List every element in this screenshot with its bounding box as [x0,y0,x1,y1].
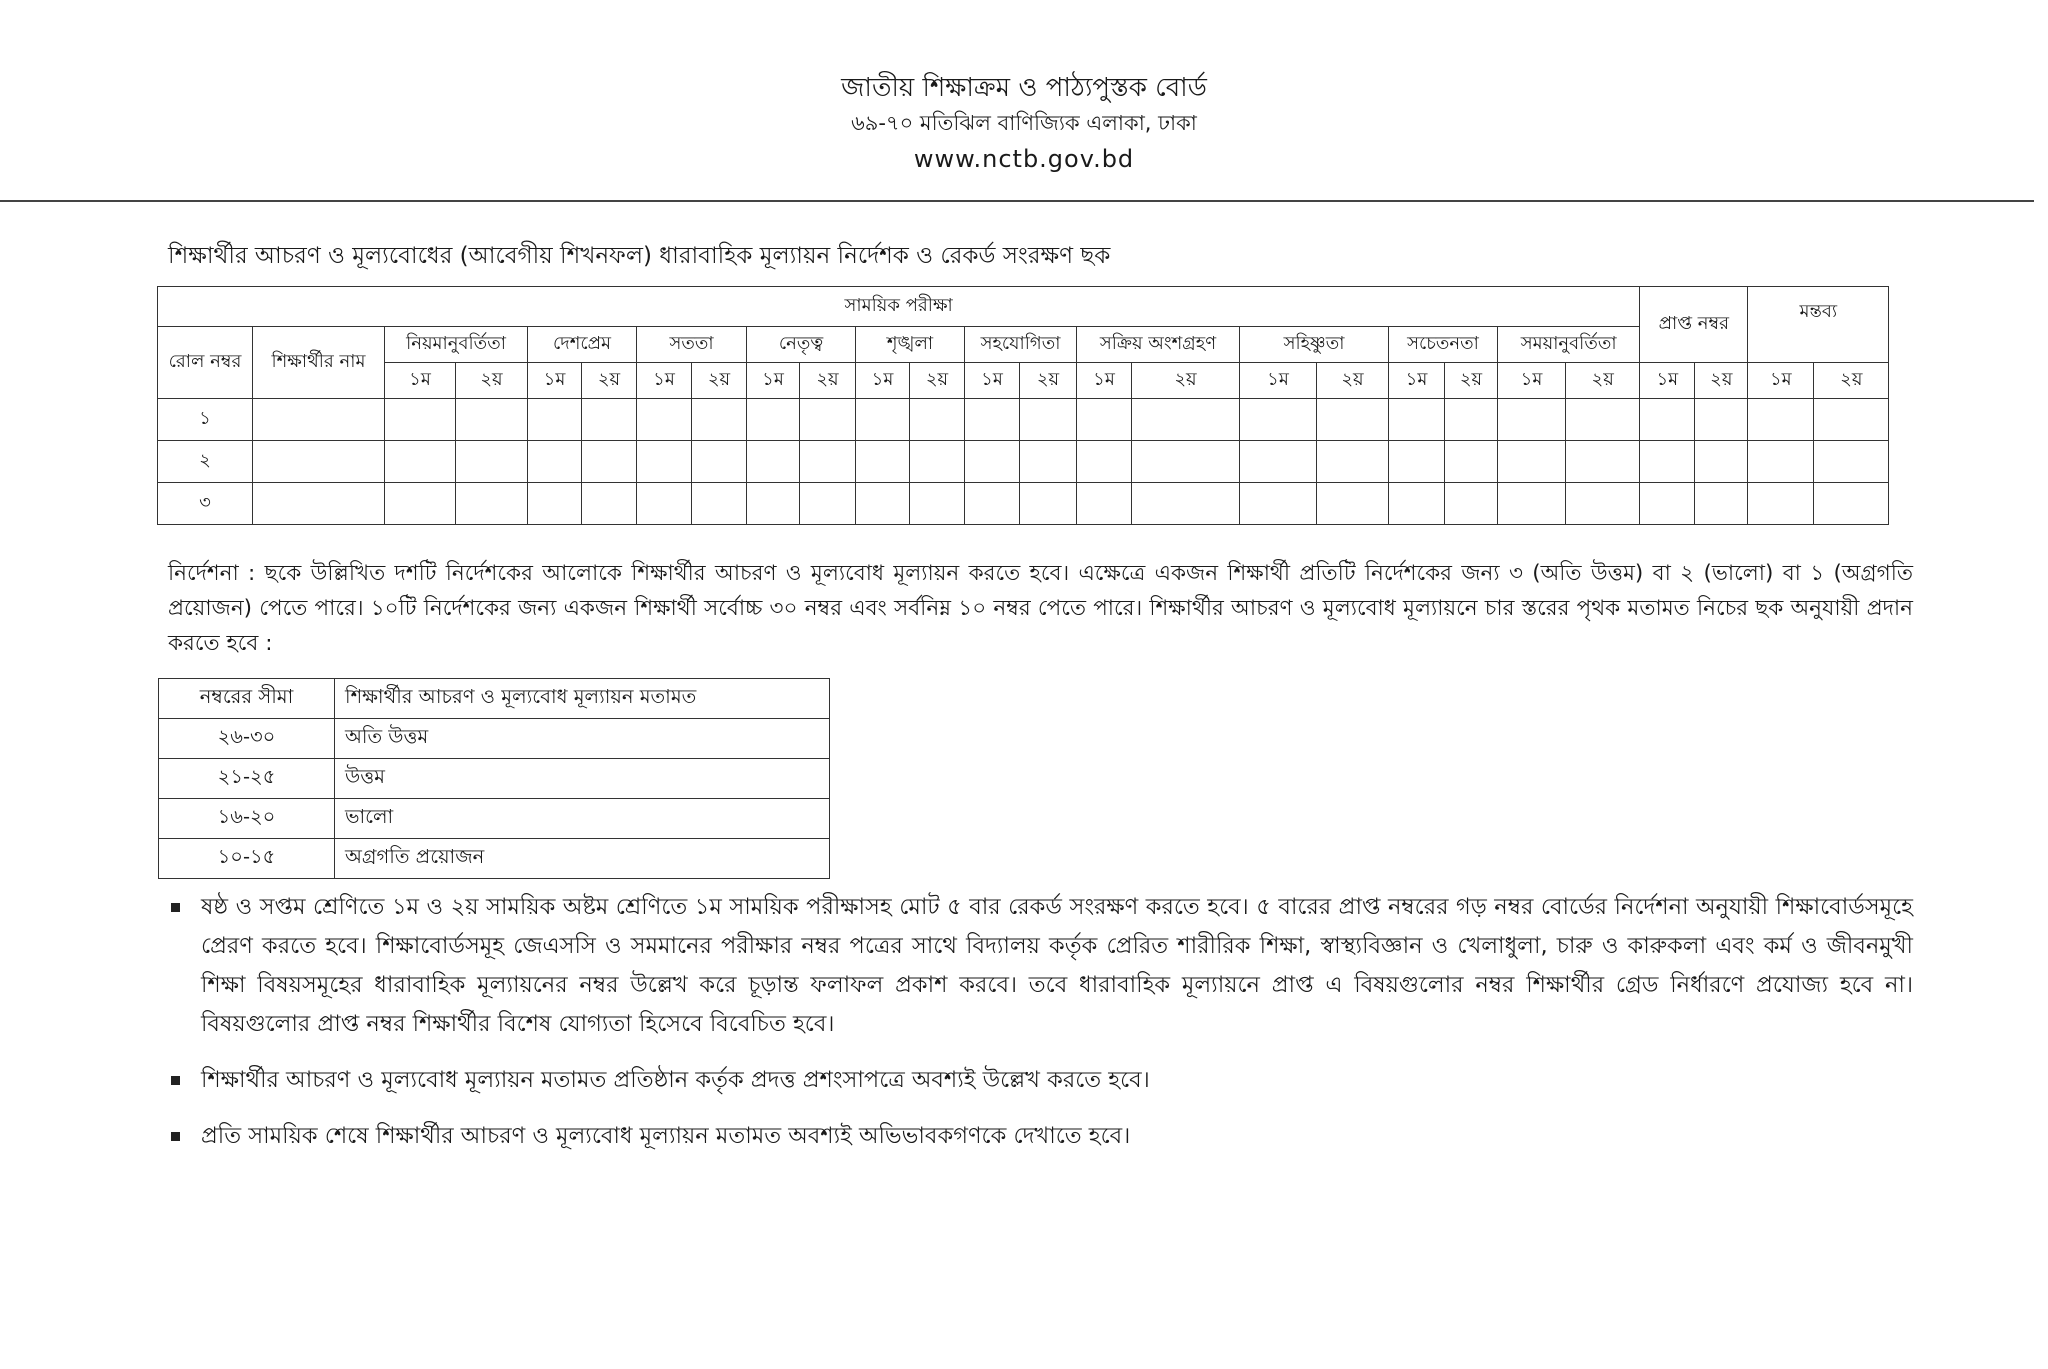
entry-cell [456,399,528,441]
term-1-header: ১ম [1389,363,1445,399]
term-1-header: ১ম [1498,363,1566,399]
entry-cell [1389,441,1445,483]
entry-cell [253,441,385,483]
indicator-header: দেশপ্রেম [528,327,637,363]
entry-cell [253,483,385,525]
entry-cell [1695,483,1748,525]
term-1-header: ১ম [856,363,910,399]
list-item-text: শিক্ষার্থীর আচরণ ও মূল্যবোধ মূল্যায়ন মতামত প্রতিষ্ঠান কর্তৃক প্রদত্ত প্রশংসাপত্রে অবশ্যই উল্লেখ করতে হবে। [201,1067,1150,1093]
table-row [159,759,830,799]
remarks-header: মন্তব্য [1748,287,1889,363]
entry-cell [1566,483,1640,525]
table-row [158,399,1889,441]
entry-cell [253,399,385,441]
entry-cell [800,441,856,483]
roll-cell: ৩ [158,483,253,525]
indicator-header: সক্রিয় অংশগ্রহণ [1077,327,1240,363]
opinion-cell: অগ্রগতি প্রয়োজন [335,839,830,879]
entry-cell [1814,483,1889,525]
term-1-header: ১ম [1077,363,1132,399]
entry-cell [1132,441,1240,483]
term-1-header: ১ম [1240,363,1317,399]
entry-cell [1389,399,1445,441]
table-row [159,799,830,839]
entry-cell [1640,441,1695,483]
entry-cell [1445,399,1498,441]
entry-cell [856,483,910,525]
entry-cell [1748,441,1814,483]
entry-cell [1240,399,1317,441]
entry-cell [1317,483,1389,525]
entry-cell [1020,441,1077,483]
entry-cell [1498,441,1566,483]
entry-cell [910,441,965,483]
entry-cell [856,441,910,483]
term-2-header: ২য় [1814,363,1889,399]
instructions-text: ছকে উল্লিখিত দশটি নির্দেশকের আলোকে শিক্ষার্থীর আচরণ ও মূল্যবোধ মূল্যায়ন করতে হবে। এক্ষেত্রে একজন শিক্ষার্থী প্রতিটি নির্দেশকের জন্য ৩ (অতি উত্তম) বা ২ (ভালো) বা ১ (অগ্রগতি প্রয়োজন) পেতে পারে। ১০টি নির্দেশকের জন্য একজন শিক্ষার্থী সর্বোচ্চ ৩০ নম্বর এবং সর্বনিম্ন ১০ নম্বর পেতে পারে। শিক্ষার্থীর আচরণ ও মূল্যবোধ মূল্যায়নে চার স্তরের পৃথক মতামত নিচের ছক অনুযায়ী প্রদান করতে হবে : [168,561,1913,656]
range-cell: ২৬-৩০ [159,719,335,759]
entry-cell [1077,399,1132,441]
term-2-header: ২য় [1566,363,1640,399]
entry-cell [910,483,965,525]
indicator-header: সততা [637,327,747,363]
term-1-header: ১ম [1640,363,1695,399]
range-cell: ২১-২৫ [159,759,335,799]
indicator-header: নিয়মানুবর্তিতা [385,327,528,363]
entry-cell [1814,441,1889,483]
indicator-header: সহযোগিতা [965,327,1077,363]
indicator-header: সহিষ্ণুতা [1240,327,1389,363]
term-1-header: ১ম [637,363,692,399]
entry-cell [528,483,582,525]
entry-cell [1317,399,1389,441]
entry-cell [582,483,637,525]
term-1-header: ১ম [965,363,1020,399]
entry-cell [965,483,1020,525]
term-2-header: ২য় [1132,363,1240,399]
indicator-header: শৃঙ্খলা [856,327,965,363]
term-1-header: ১ম [385,363,456,399]
grading-scale-table [158,678,830,879]
entry-cell [1445,483,1498,525]
entry-cell [1566,399,1640,441]
square-bullet-icon [171,903,180,912]
entry-cell [1240,483,1317,525]
entry-cell [1020,483,1077,525]
indicator-header: সময়ানুবর্তিতা [1498,327,1640,363]
entry-cell [385,399,456,441]
entry-cell [856,399,910,441]
entry-cell [1077,441,1132,483]
page-title: শিক্ষার্থীর আচরণ ও মূল্যবোধের (আবেগীয় শিখনফল) ধারাবাহিক মূল্যায়ন নির্দেশক ও রেকর্ড সংরক্ষণ ছক [168,243,1111,269]
entry-cell [385,441,456,483]
exam-group-header: সাময়িক পরীক্ষা [158,287,1640,327]
page-header [0,70,2048,178]
record-table [157,286,1889,525]
term-2-header: ২য় [582,363,637,399]
table-row [159,719,830,759]
entry-cell [1566,441,1640,483]
square-bullet-icon [171,1076,180,1085]
list-item-text: প্রতি সাময়িক শেষে শিক্ষার্থীর আচরণ ও মূল্যবোধ মূল্যায়ন মতামত অবশ্যই অভিভাবকগণকে দেখাতে হবে। [201,1123,1131,1149]
entry-cell [456,483,528,525]
indicator-header: সচেতনতা [1389,327,1498,363]
org-website: www.nctb.gov.bd [913,145,1135,173]
instructions-label: নির্দেশনা : [168,561,256,586]
entry-cell [910,399,965,441]
entry-cell [456,441,528,483]
header-divider [0,200,2034,202]
entry-cell [1640,483,1695,525]
range-cell: ১৬-২০ [159,799,335,839]
roll-cell: ২ [158,441,253,483]
marks-header: প্রাপ্ত নম্বর [1640,287,1748,363]
org-address: ৬৯-৭০ মতিঝিল বাণিজ্যিক এলাকা, ঢাকা [851,111,1197,135]
entry-cell [747,483,800,525]
entry-cell [1389,483,1445,525]
term-2-header: ২য় [1445,363,1498,399]
opinion-header: শিক্ষার্থীর আচরণ ও মূল্যবোধ মূল্যায়ন মতামত [335,679,830,719]
term-2-header: ২য় [456,363,528,399]
entry-cell [1132,483,1240,525]
entry-cell [582,399,637,441]
org-name: জাতীয় শিক্ষাক্রম ও পাঠ্যপুস্তক বোর্ড [841,73,1207,103]
term-2-header: ২য় [1695,363,1748,399]
entry-cell [692,483,747,525]
entry-cell [1748,483,1814,525]
term-2-header: ২য় [692,363,747,399]
entry-cell [637,399,692,441]
entry-cell [385,483,456,525]
entry-cell [1695,441,1748,483]
opinion-cell: অতি উত্তম [335,719,830,759]
table-row [158,441,1889,483]
opinion-cell: ভালো [335,799,830,839]
entry-cell [637,483,692,525]
entry-cell [1132,399,1240,441]
roll-cell: ১ [158,399,253,441]
notes-list [168,888,1913,1173]
entry-cell [1748,399,1814,441]
entry-cell [747,399,800,441]
entry-cell [747,441,800,483]
term-1-header: ১ম [1748,363,1814,399]
entry-cell [800,483,856,525]
term-2-header: ২য় [800,363,856,399]
square-bullet-icon [171,1132,180,1141]
entry-cell [1445,441,1498,483]
list-item-text: ষষ্ঠ ও সপ্তম শ্রেণিতে ১ম ও ২য় সাময়িক অষ্টম শ্রেণিতে ১ম সাময়িক পরীক্ষাসহ মোট ৫ বার রেকর্ড সংরক্ষণ করতে হবে। ৫ বারের প্রাপ্ত নম্বরের গড় নম্বর বোর্ডের নির্দেশনা অনুযায়ী শিক্ষাবোর্ডসমূহে প্রেরণ করতে হবে। শিক্ষাবোর্ডসমূহ জেএসসি ও সমমানের পরীক্ষার নম্বর পত্রের সাথে বিদ্যালয় কর্তৃক প্রেরিত শারীরিক শিক্ষা, স্বাস্থ্যবিজ্ঞান ও খেলাধুলা, চারু ও কারুকলা এবং কর্ম ও জীবনমুখী শিক্ষা বিষয়সমূহের ধারাবাহিক মূল্যায়নের নম্বর উল্লেখ করে চূড়ান্ত ফলাফল প্রকাশ করবে। তবে ধারাবাহিক মূল্যায়নে প্রাপ্ত এ বিষয়গুলোর নম্বর শিক্ষার্থীর গ্রেড নির্ধারণে প্রযোজ্য হবে না। বিষয়গুলোর প্রাপ্ত নম্বর শিক্ষার্থীর বিশেষ যোগ্যতা হিসেবে বিবেচিত হবে। [201,894,1913,1037]
table-row [158,483,1889,525]
term-2-header: ২য় [1317,363,1389,399]
entry-cell [637,441,692,483]
roll-header: রোল নম্বর [158,327,253,399]
entry-cell [965,441,1020,483]
entry-cell [692,441,747,483]
entry-cell [1640,399,1695,441]
list-item [168,888,1913,1044]
indicator-header: নেতৃত্ব [747,327,856,363]
instructions [168,556,1913,661]
entry-cell [528,399,582,441]
entry-cell [965,399,1020,441]
entry-cell [1020,399,1077,441]
entry-cell [582,441,637,483]
range-header: নম্বরের সীমা [159,679,335,719]
entry-cell [1814,399,1889,441]
entry-cell [800,399,856,441]
entry-cell [1498,483,1566,525]
entry-cell [692,399,747,441]
list-item [168,1117,1913,1156]
range-cell: ১০-১৫ [159,839,335,879]
entry-cell [1498,399,1566,441]
term-1-header: ১ম [528,363,582,399]
list-item [168,1061,1913,1100]
term-2-header: ২য় [910,363,965,399]
entry-cell [1240,441,1317,483]
entry-cell [1695,399,1748,441]
entry-cell [1077,483,1132,525]
name-header: শিক্ষার্থীর নাম [253,327,385,399]
table-row [159,839,830,879]
opinion-cell: উত্তম [335,759,830,799]
term-2-header: ২য় [1020,363,1077,399]
entry-cell [528,441,582,483]
term-1-header: ১ম [747,363,800,399]
entry-cell [1317,441,1389,483]
